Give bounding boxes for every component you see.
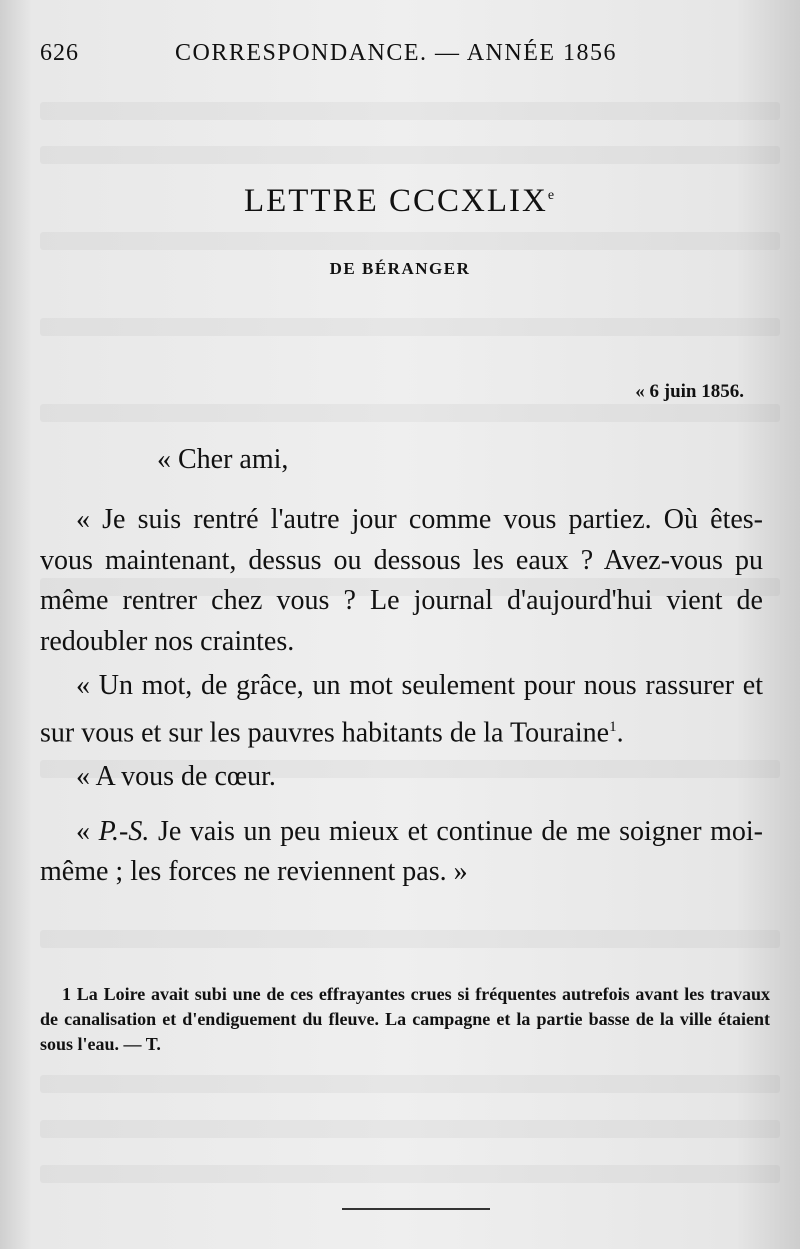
letter-title — [0, 183, 800, 220]
salutation: « Cher ami, — [157, 444, 289, 475]
bottom-rule — [342, 1208, 490, 1210]
postscript — [40, 812, 763, 893]
letter-title-mark: e — [547, 188, 557, 203]
postscript-open: « — [76, 815, 99, 847]
page-number: 626 — [40, 40, 79, 66]
running-header — [40, 40, 760, 80]
paragraph-end: . — [616, 716, 624, 748]
paragraph — [40, 666, 763, 753]
footnote-number: 1 — [62, 984, 71, 1004]
running-title: CORRESPONDANCE. — ANNÉE 1856 — [175, 40, 618, 66]
letter-body — [40, 500, 763, 893]
paragraph: « A vous de cœur. — [76, 761, 276, 793]
letter-author: DE BÉRANGER — [329, 259, 471, 278]
letter-title-text: LETTRE CCCXLIX — [243, 183, 548, 219]
footnote — [40, 982, 770, 1057]
letter-date: « 6 juin 1856. — [635, 381, 744, 402]
postscript-text: Je vais un peu mieux et continue de me soigner moi-même ; les forces ne reviennent pas. » — [40, 815, 763, 888]
postscript-label: P.-S. — [98, 815, 150, 847]
paragraph: « Je suis rentré l'autre jour comme vous partiez. Où êtes-vous maintenant, dessus ou dessous les eaux ? Avez-vous pu même rentrer chez vous ? Le journal d'aujourd'hui vient de redoubler nos craintes. — [40, 504, 763, 657]
footnote-ref: 1 — [609, 718, 617, 735]
paragraph-text: « Un mot, de grâce, un mot seulement pour nous rassurer et sur vous et sur les pauvres habitants de la Touraine — [40, 670, 763, 748]
footnote-text: La Loire avait subi une de ces effrayantes crues si fréquentes autrefois avant les travaux de canalisation et d'endiguement du fleuve. La campagne et la partie basse de la ville étaient sous l'eau. — T. — [40, 984, 770, 1054]
